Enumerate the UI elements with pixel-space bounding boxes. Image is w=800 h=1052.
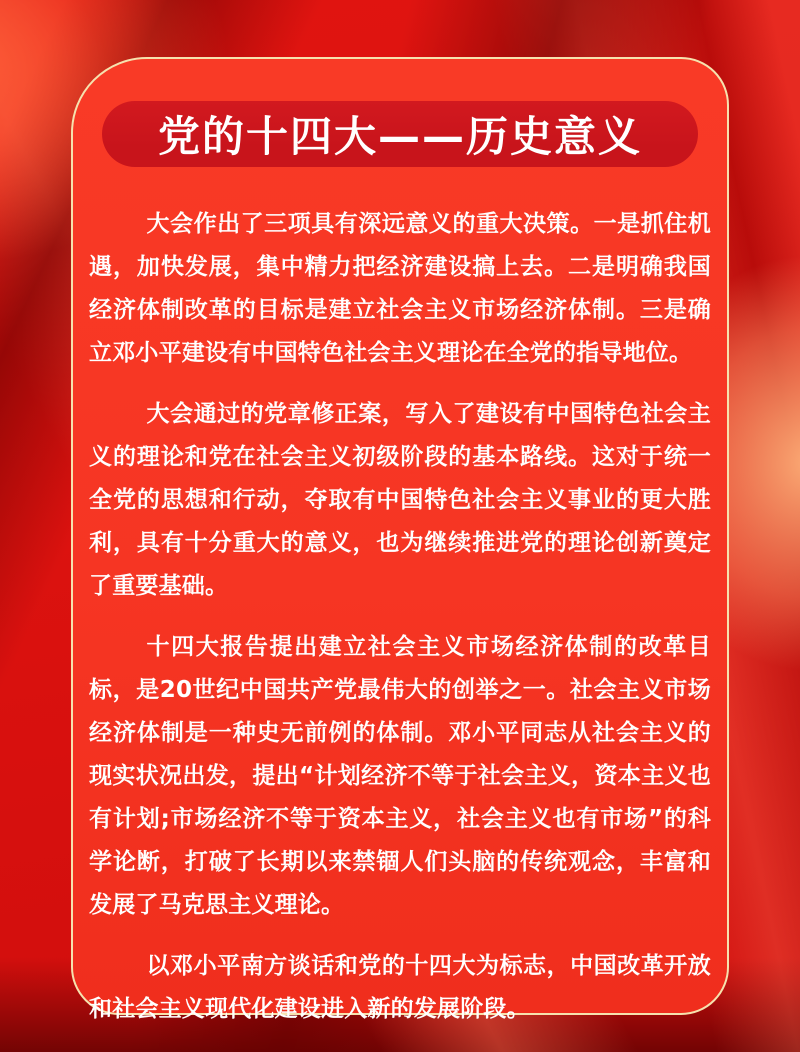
paragraph: 大会通过的党章修正案，写入了建设有中国特色社会主义的理论和党在社会主义初级阶段的基本路线。这对于统一全党的思想和行动，夺取有中国特色社会主义事业的更大胜利，具有十分重大的意义，也为继续推进党的理论创新奠定了重要基础。 (89, 401, 711, 599)
page-title: 党的十四大——历史意义 (157, 112, 642, 161)
paragraph: 十四大报告提出建立社会主义市场经济体制的改革目标，是20世纪中国共产党最伟大的创举之一。社会主义市场经济体制是一种史无前例的体制。邓小平同志从社会主义的现实状况出发，提出“计划经济不等于社会主义，资本主义也有计划;市场经济不等于资本主义，社会主义也有市场”的科学论断，打破了长期以来禁锢人们头脑的传统观念，丰富和发展了马克思主义理论。 (89, 634, 711, 918)
paragraph: 大会作出了三项具有深远意义的重大决策。一是抓住机遇，加快发展，集中精力把经济建设搞上去。二是明确我国经济体制改革的目标是建立社会主义市场经济体制。三是确立邓小平建设有中国特色社会主义理论在全党的指导地位。 (89, 211, 711, 366)
content-card (71, 57, 729, 1022)
title-banner (102, 101, 698, 167)
paragraph: 以邓小平南方谈话和党的十四大为标志，中国改革开放和社会主义现代化建设进入新的发展阶段。 (89, 953, 711, 1022)
article-body (89, 203, 711, 1031)
